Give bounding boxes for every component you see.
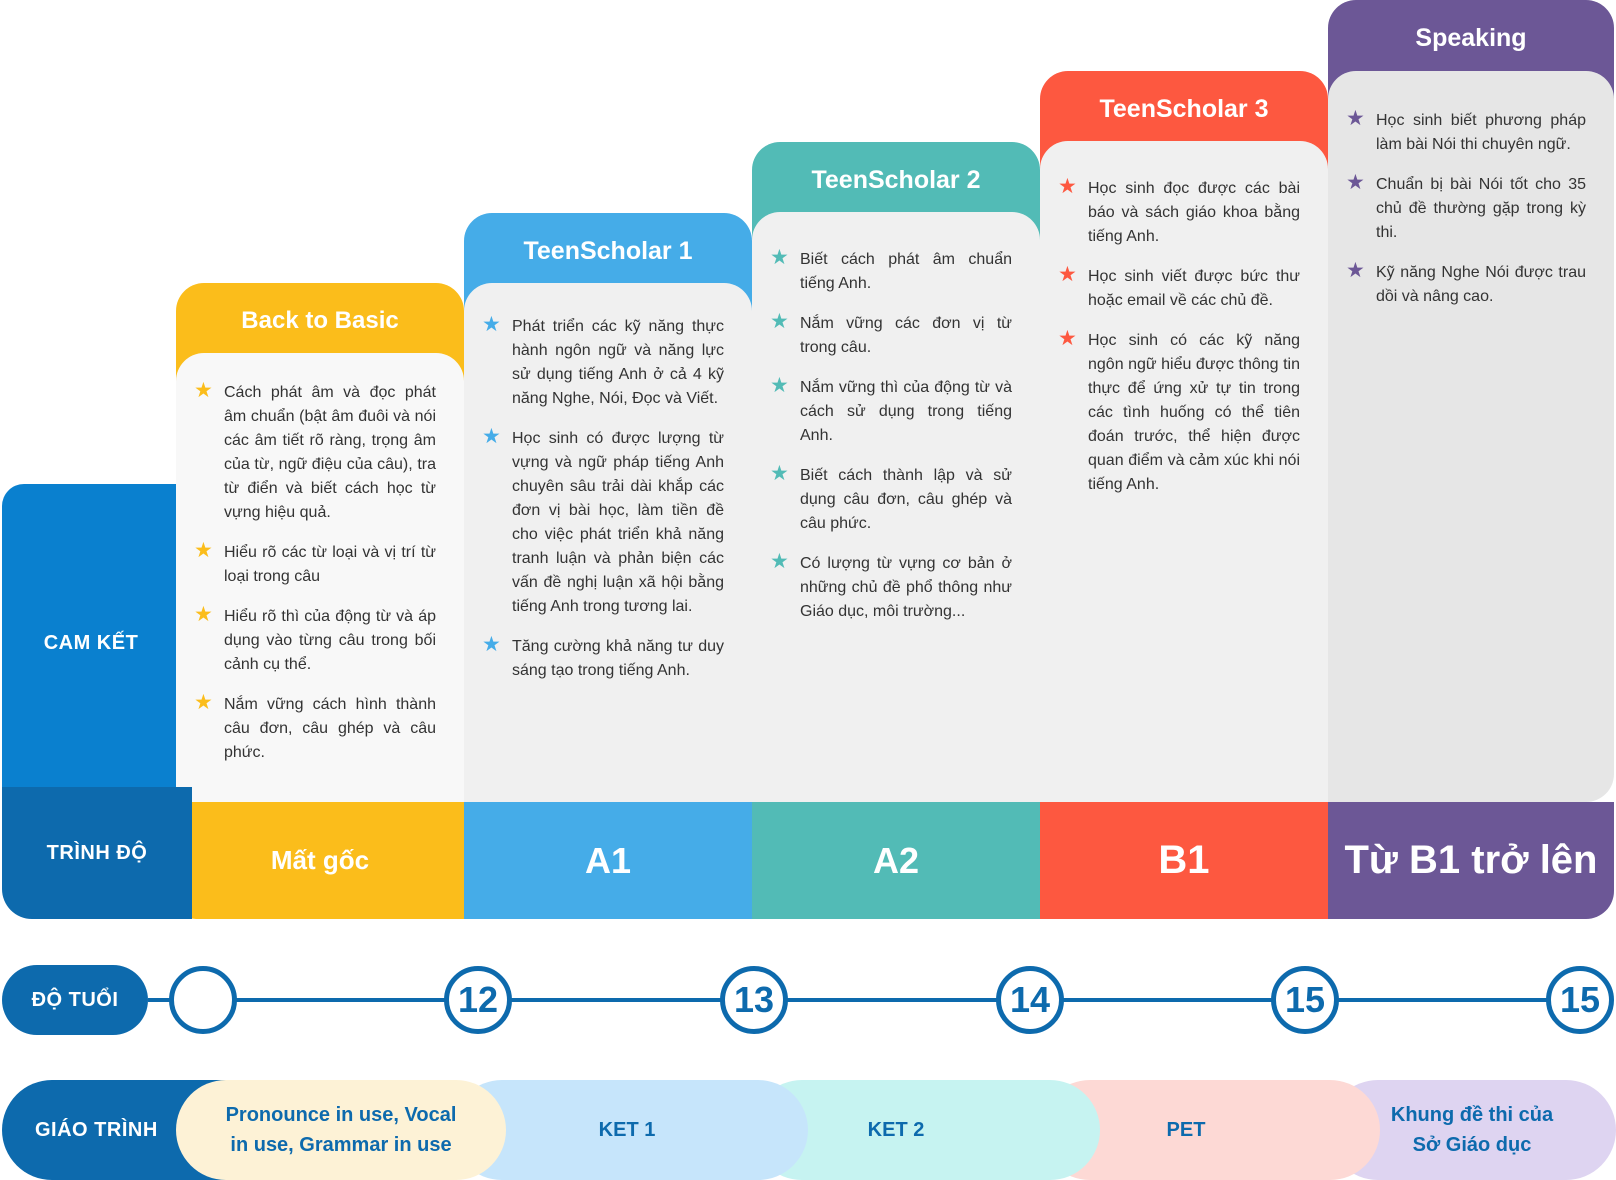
star-icon: ★	[482, 425, 501, 448]
column-goals-teenscholar-3	[1040, 141, 1328, 802]
age-value: 15	[1284, 979, 1326, 1020]
star-icon: ★	[770, 550, 789, 573]
level-back-to-basic	[176, 802, 464, 919]
goal-text: Có lượng từ vựng cơ bản ở những chủ đề phổ thông như Giáo dục, môi trường...	[800, 555, 1012, 620]
goal-text: Chuẩn bị bài Nói tốt cho 35 chủ đề thường gặp trong kỳ thi.	[1376, 176, 1586, 241]
goal-list	[1346, 109, 1586, 309]
goal-text: Phát triển các kỹ năng thực hành ngôn ngữ và năng lực sử dụng tiếng Anh ở cả 4 kỹ năng Nghe, Nói, Đọc và Viết.	[512, 318, 724, 407]
star-icon: ★	[1058, 327, 1077, 350]
star-icon: ★	[194, 691, 213, 714]
goal-list	[1058, 177, 1300, 497]
star-icon: ★	[770, 310, 789, 333]
goal-item	[1058, 329, 1300, 497]
age-label-text: ĐỘ TUỔI	[31, 988, 119, 1011]
column-title-text: Back to Basic	[241, 307, 399, 334]
level-b1	[1040, 802, 1328, 919]
column-goals-teenscholar-1	[464, 283, 752, 802]
goal-item	[1346, 173, 1586, 245]
age-row-label	[2, 965, 148, 1035]
curriculum-back-to-basic	[176, 1080, 506, 1180]
star-icon: ★	[1346, 107, 1365, 130]
age-marker-15	[1271, 966, 1339, 1034]
commitment-label-text: CAM KẾT	[43, 631, 139, 654]
curriculum-text: KET 1	[598, 1119, 656, 1141]
star-icon: ★	[1346, 259, 1365, 282]
age-marker-13	[720, 966, 788, 1034]
goal-item	[482, 315, 724, 411]
level-b1-plus	[1328, 802, 1614, 919]
star-icon: ★	[482, 313, 501, 336]
column-title-text: TeenScholar 1	[523, 237, 693, 265]
curriculum-text: KET 2	[867, 1119, 925, 1141]
goal-item	[1346, 109, 1586, 157]
column-title-text: Speaking	[1415, 24, 1527, 52]
star-icon: ★	[1346, 171, 1365, 194]
curriculum-label-text: GIÁO TRÌNH	[35, 1118, 158, 1141]
goal-list	[770, 248, 1012, 624]
level-label-text: TRÌNH ĐỘ	[46, 841, 148, 864]
goal-text: Hiểu rõ thì của động từ và áp dụng vào từng câu trong bối cảnh cụ thể.	[224, 608, 436, 673]
goal-item	[194, 541, 436, 589]
age-value: 15	[1559, 979, 1601, 1020]
goal-text: Nắm vững cách hình thành câu đơn, câu ghép và câu phức.	[224, 696, 436, 761]
level-a1	[464, 802, 752, 919]
goal-item	[1058, 177, 1300, 249]
goal-item	[770, 248, 1012, 296]
level-text: A2	[872, 839, 920, 881]
star-icon: ★	[194, 539, 213, 562]
star-icon: ★	[770, 374, 789, 397]
star-icon: ★	[482, 633, 501, 656]
goal-item	[770, 312, 1012, 360]
curriculum-text: Khung đề thi của Sở Giáo dục	[1390, 1104, 1554, 1156]
age-marker-15-end	[1546, 966, 1614, 1034]
age-marker-14	[996, 966, 1064, 1034]
goal-item	[770, 376, 1012, 448]
goal-text: Học sinh viết được bức thư hoặc email về các chủ đề.	[1088, 268, 1300, 309]
star-icon: ★	[1058, 263, 1077, 286]
goal-list	[482, 315, 724, 683]
goal-item	[1058, 265, 1300, 313]
goal-text: Cách phát âm và đọc phát âm chuẩn (bật âm đuôi và nói các âm tiết rõ ràng, trọng âm của từ, ngữ điệu của câu), tra từ điển và biết cách học từ vựng hiệu quả.	[224, 384, 436, 521]
goal-text: Nắm vững các đơn vị từ trong câu.	[800, 315, 1012, 356]
column-goals-speaking	[1328, 71, 1614, 802]
star-icon: ★	[770, 246, 789, 269]
goal-item	[1346, 261, 1586, 309]
age-value: 13	[733, 979, 775, 1020]
column-goals-back-to-basic	[176, 353, 464, 802]
curriculum-text: PET	[1166, 1119, 1206, 1141]
level-text: A1	[584, 839, 632, 881]
column-title-text: TeenScholar 2	[811, 166, 981, 194]
star-icon: ★	[194, 379, 213, 402]
curriculum-text: Pronounce in use, Vocal in use, Grammar in use	[225, 1104, 457, 1156]
level-a2	[752, 802, 1040, 919]
goal-item	[482, 635, 724, 683]
age-marker-start	[169, 966, 237, 1034]
goal-item	[770, 464, 1012, 536]
goal-text: Kỹ năng Nghe Nói được trau dồi và nâng cao.	[1376, 264, 1586, 305]
goal-item	[194, 693, 436, 765]
goal-text: Học sinh biết phương pháp làm bài Nói thi chuyên ngữ.	[1376, 112, 1586, 153]
goal-item	[482, 427, 724, 619]
goal-text: Hiểu rõ các từ loại và vị trí từ loại trong câu	[224, 544, 436, 585]
goal-text: Biết cách phát âm chuẩn tiếng Anh.	[800, 251, 1012, 292]
goal-item	[194, 605, 436, 677]
goal-list	[194, 381, 436, 765]
commitment-row-label	[2, 484, 180, 802]
age-value: 12	[457, 979, 499, 1020]
goal-text: Học sinh có các kỹ năng ngôn ngữ hiểu được thông tin thực để ứng xử tự tin trong các tình huống có thể tiên đoán trước, thể hiện được quan điểm và cảm xúc khi nói tiếng Anh.	[1088, 332, 1300, 493]
star-icon: ★	[194, 603, 213, 626]
level-row-label	[2, 787, 192, 919]
level-text: B1	[1158, 838, 1210, 882]
level-text: Từ B1 trở lên	[1344, 838, 1598, 882]
column-title-text: TeenScholar 3	[1099, 95, 1269, 123]
column-goals-teenscholar-2	[752, 212, 1040, 802]
goal-text: Tăng cường khả năng tư duy sáng tạo trong tiếng Anh.	[512, 638, 724, 679]
goal-item	[194, 381, 436, 525]
age-value: 14	[1009, 979, 1051, 1020]
goal-text: Biết cách thành lập và sử dụng câu đơn, câu ghép và câu phức.	[800, 467, 1012, 532]
star-icon: ★	[1058, 175, 1077, 198]
age-marker-12	[444, 966, 512, 1034]
level-text: Mất gốc	[270, 845, 370, 875]
goal-text: Học sinh có được lượng từ vựng và ngữ pháp tiếng Anh chuyên sâu trải dài khắp các đơn vị bài học, làm tiền đề cho việc phát triển khả năng tranh luận và phản biện các vấn đề nghị luận xã hội bằng tiếng Anh trong tương lai.	[512, 430, 724, 615]
goal-text: Nắm vững thì của động từ và cách sử dụng trong tiếng Anh.	[800, 379, 1012, 444]
goal-item	[770, 552, 1012, 624]
star-icon: ★	[770, 462, 789, 485]
goal-text: Học sinh đọc được các bài báo và sách giáo khoa bằng tiếng Anh.	[1088, 180, 1300, 245]
